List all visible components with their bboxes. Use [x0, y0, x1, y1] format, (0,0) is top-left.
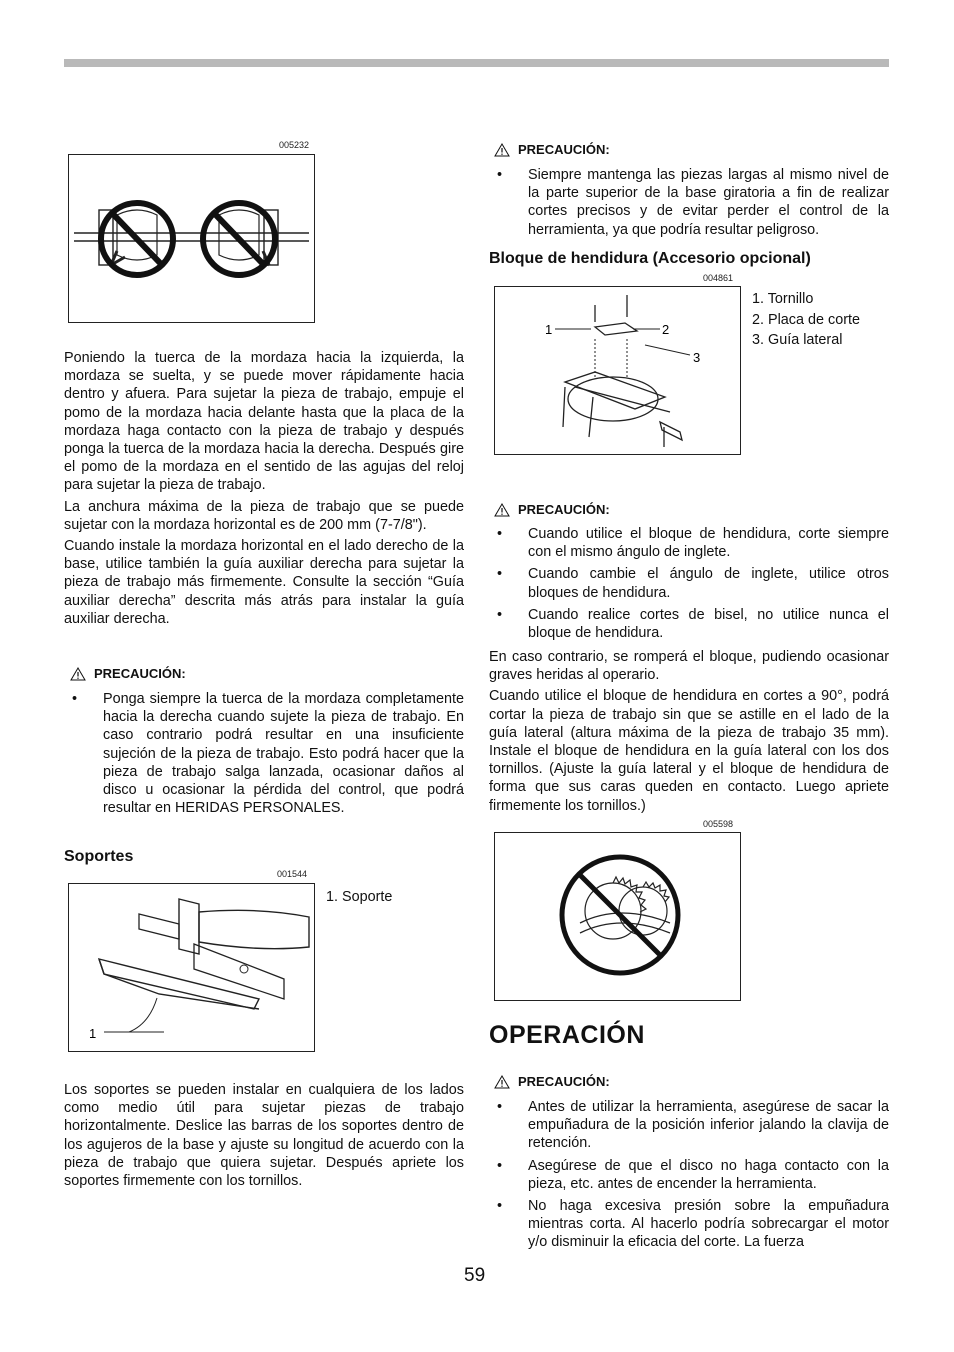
kerf-board-illustration: [495, 287, 740, 454]
clamp-prohibited-illustration: [69, 155, 314, 322]
warning-triangle-icon: [494, 503, 510, 517]
figure-no-bevel: [494, 832, 741, 1001]
figure-clamp-prohibited: [68, 154, 315, 323]
support-illustration: [69, 884, 314, 1051]
figure-soportes: [68, 883, 315, 1052]
paragraph-consequence: En caso contrario, se romperá el bloque, pudiendo ocasionar graves heridas al operario.: [489, 649, 889, 684]
figure-code: 005598: [703, 819, 734, 829]
header-rule: [64, 59, 889, 67]
caution-list: [489, 1098, 889, 1252]
figure-code: 005232: [279, 140, 310, 150]
figure-code: 004861: [703, 273, 734, 283]
caution-item: • Cuando realice cortes de bisel, no utilice nunca el bloque de hendidura.: [497, 606, 889, 642]
caution-label: PRECAUCIÓN:: [518, 502, 610, 517]
caution-item: • Cuando utilice el bloque de hendidura, corte siempre con el mismo ángulo de inglete.: [497, 526, 889, 561]
warning-triangle-icon: [494, 1075, 510, 1089]
paragraph-soportes: Los soportes se pueden instalar en cualquiera de los lados como medio útil para sujetar piezas de trabajo horizontalmente. Deslice las barras de los soportes dentro de los agujeros de la base y ajuste su longitud de acuerdo con la pieza de trabajo que quiera sujetar. Después apriete los soportes firmemente con los tornillos.: [64, 1082, 464, 1190]
paragraph-clamp-usage: Poniendo la tuerca de la mordaza hacia la izquierda, la mordaza se suelta, y se puede mover rápidamente hacia dentro y afuera. Para sujetar la pieza de trabajo, empuje el pomo de la mordaza hacia delante hasta que la placa de la mordaza haga contacto con la pieza de trabajo y después ponga la tuerca de la mordaza hacia la derecha. Después gire el pomo de la mordaza en el sentido de las agujas del reloj para sujetar la pieza de trabajo.: [64, 350, 464, 494]
caution-item: • Antes de utilizar la herramienta, asegúrese de sacar la empuñadura de la posición inferior jalando la clavija de retención.: [497, 1099, 889, 1152]
caution-item: • Cuando cambie el ángulo de inglete, utilice otros bloques de hendidura.: [497, 566, 889, 601]
caution-label: PRECAUCIÓN:: [518, 1074, 610, 1089]
caution-label: PRECAUCIÓN:: [94, 666, 186, 681]
figure-code: 001544: [277, 869, 308, 879]
caution-heading: [70, 666, 186, 681]
paragraph-kerf-usage: Cuando utilice el bloque de hendidura en cortes a 90°, podrá cortar la pieza de trabajo sin que se astille en el lado de la guía lateral (altura máxima de la pieza de trabajo 35 mm). Instale el bloque de hendidura en la guía lateral con los dos tornillos. (Ajuste la guía lateral y el bloque de hendidura de forma que sus caras queden en contacto. Luego apriete firmemente los tornillos.): [489, 688, 889, 814]
caution-item: • Siempre mantenga las piezas largas al mismo nivel de la parte superior de la base giratoria a fin de realizar cortes precisos y de evitar perder el control de la herramienta, ya que podría resultar peligroso.: [497, 167, 889, 238]
figure-bloque-hendidura: [494, 286, 741, 455]
caution-item: • Asegúrese de que el disco no haga contacto con la pieza, etc. antes de encender la herramienta.: [497, 1157, 889, 1192]
caution-item: • No haga excesiva presión sobre la empuñadura mientras corta. Al hacerlo podría sobrecargar el motor y/o disminuir la eficacia del corte. La fuerza: [497, 1198, 889, 1251]
warning-triangle-icon: [70, 667, 86, 681]
paragraph-clamp-width: La anchura máxima de la pieza de trabajo que se puede sujetar con la mordaza horizontal es de 200 mm (7-7/8").: [64, 498, 464, 533]
caution-label: PRECAUCIÓN:: [518, 142, 610, 157]
paragraph-right-guide: Cuando instale la mordaza horizontal en el lado derecho de la base, utilice también la guía auxiliar derecha para sujetar la pieza de trabajo más firmemente. Consulte la sección “Guía auxiliar derecha” descrita más atrás para instalar la guía auxiliar derecha.: [64, 538, 464, 627]
callout-1: 1: [545, 322, 553, 337]
caution-list: [489, 166, 889, 239]
section-heading-soportes: Soportes: [64, 848, 134, 865]
page-number: 59: [464, 1265, 486, 1286]
caution-list: [489, 525, 889, 642]
callout-1: 1: [89, 1026, 97, 1041]
caution-heading: [494, 1074, 610, 1089]
caution-list: [64, 690, 464, 817]
section-title-operacion: OPERACIÓN: [489, 1021, 645, 1049]
no-bevel-prohibited-illustration: [495, 833, 740, 1000]
caution-heading: [494, 502, 610, 517]
section-heading-bloque: Bloque de hendidura (Accesorio opcional): [489, 250, 811, 267]
figure-legend: 1. Soporte: [326, 889, 393, 905]
caution-item: • Ponga siempre la tuerca de la mordaza completamente hacia la derecha cuando sujete la pieza de trabajo. En caso contrario podrá resultar en una insuficiente sujeción de la pieza de trabajo. Esto podrá hacer que la pieza de trabajo salga lanzada, ocasionar daños al disco u ocasionar la pérdida del control, que podrá resultar en HERIDAS PERSONALES.: [72, 691, 464, 817]
callout-2: 2: [662, 322, 670, 337]
figure-legend: 1. Tornillo 2. Placa de corte 3. Guía lateral: [752, 291, 860, 348]
caution-heading: [494, 142, 610, 157]
callout-3: 3: [693, 350, 701, 365]
warning-triangle-icon: [494, 143, 510, 157]
